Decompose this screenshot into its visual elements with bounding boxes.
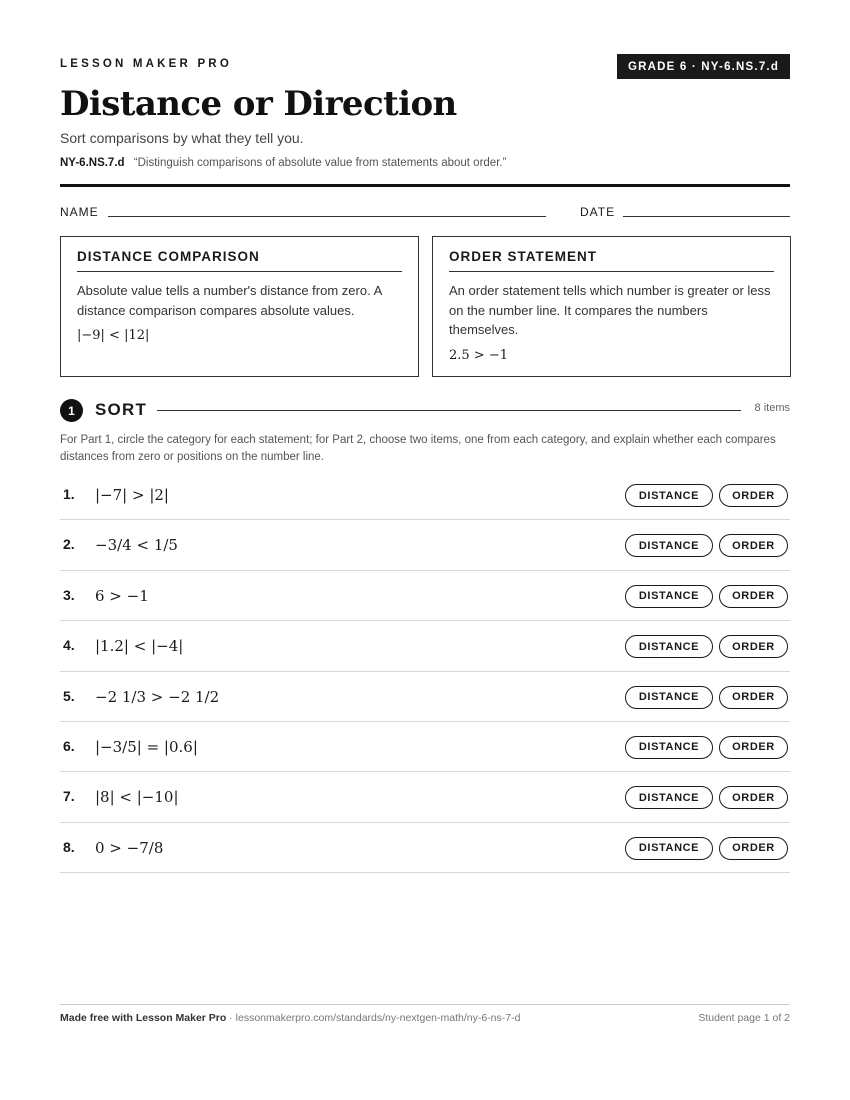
footer-made-with: Made free with Lesson Maker Pro — [60, 1012, 227, 1024]
item-expression: |−3/5| = |0.6| — [95, 737, 198, 756]
item-expression: 0 > −7/8 — [95, 838, 164, 857]
standard-text: “Distinguish comparisons of absolute value from statements about order.” — [133, 157, 507, 169]
definition-text: Absolute value tells a number's distance from zero. A distance comparison compares absolute values. — [77, 283, 382, 318]
name-field[interactable] — [108, 216, 546, 217]
item-list — [60, 470, 790, 873]
order-definition-box — [432, 236, 791, 377]
item-number: 8. — [63, 838, 75, 855]
date-label: DATE — [580, 205, 616, 219]
name-label: NAME — [60, 205, 99, 219]
footer-credit — [60, 1012, 520, 1024]
standard-code: NY-6.NS.7.d — [60, 157, 125, 169]
item-expression: −3/4 < 1/5 — [95, 536, 178, 555]
distance-option-button[interactable]: DISTANCE — [625, 736, 713, 759]
distance-definition-box — [60, 236, 419, 377]
item-expression: |−7| > |2| — [95, 486, 169, 504]
section-divider — [157, 410, 741, 411]
definition-title: ORDER STATEMENT — [449, 249, 774, 272]
item-expression: 6 > −1 — [95, 586, 149, 605]
standard-line — [60, 157, 506, 169]
definition-example: 2.5 > −1 — [449, 347, 508, 363]
item-number: 3. — [63, 586, 75, 603]
distance-option-button[interactable]: DISTANCE — [625, 786, 713, 809]
page-indicator: Student page 1 of 2 — [698, 1012, 790, 1024]
list-item — [60, 571, 790, 621]
date-field[interactable] — [623, 216, 790, 217]
list-item — [60, 823, 790, 873]
section-number-badge: 1 — [60, 399, 83, 422]
grade-badge: GRADE 6 · NY-6.NS.7.d — [617, 54, 790, 79]
list-item — [60, 672, 790, 722]
definition-text: An order statement tells which number is greater or less on the number line. It compares the numbers themselves. — [449, 283, 771, 337]
item-expression: −2 1/3 > −2 1/2 — [95, 687, 220, 706]
list-item — [60, 470, 790, 520]
list-item — [60, 772, 790, 822]
item-number: 4. — [63, 637, 75, 654]
brand-name: LESSON MAKER PRO — [60, 58, 232, 70]
list-item — [60, 520, 790, 570]
order-option-button[interactable]: ORDER — [719, 484, 788, 507]
order-option-button[interactable]: ORDER — [719, 837, 788, 860]
item-number: 5. — [63, 687, 75, 704]
distance-option-button[interactable]: DISTANCE — [625, 585, 713, 608]
definition-example: |−9| < |12| — [77, 328, 150, 343]
worksheet-page — [60, 0, 790, 1100]
distance-option-button[interactable]: DISTANCE — [625, 837, 713, 860]
distance-option-button[interactable]: DISTANCE — [625, 635, 713, 658]
item-number: 6. — [63, 737, 75, 754]
footer-divider — [60, 1004, 790, 1005]
header-divider — [60, 184, 790, 187]
item-expression: |1.2| < |−4| — [95, 637, 184, 656]
page-subtitle: Sort comparisons by what they tell you. — [60, 130, 304, 146]
item-count: 8 items — [754, 402, 790, 414]
distance-option-button[interactable]: DISTANCE — [625, 484, 713, 507]
distance-option-button[interactable]: DISTANCE — [625, 686, 713, 709]
order-option-button[interactable]: ORDER — [719, 635, 788, 658]
list-item — [60, 621, 790, 671]
page-title: Distance or Direction — [60, 84, 457, 124]
item-number: 1. — [63, 486, 75, 502]
order-option-button[interactable]: ORDER — [719, 686, 788, 709]
order-option-button[interactable]: ORDER — [719, 585, 788, 608]
footer-url[interactable]: · lessonmakerpro.com/standards/ny-nextgen-math/ny-6-ns-7-d — [226, 1012, 521, 1024]
list-item — [60, 722, 790, 772]
order-option-button[interactable]: ORDER — [719, 534, 788, 557]
item-number: 7. — [63, 788, 75, 805]
definition-title: DISTANCE COMPARISON — [77, 249, 402, 272]
section-title: SORT — [95, 400, 148, 419]
item-number: 2. — [63, 536, 75, 553]
item-expression: |8| < |−10| — [95, 788, 179, 807]
order-option-button[interactable]: ORDER — [719, 786, 788, 809]
instructions: For Part 1, circle the category for each statement; for Part 2, choose two items, one from each category, and explain whether each compares distances from zero or positions on the number line. — [60, 434, 776, 463]
order-option-button[interactable]: ORDER — [719, 736, 788, 759]
distance-option-button[interactable]: DISTANCE — [625, 534, 713, 557]
